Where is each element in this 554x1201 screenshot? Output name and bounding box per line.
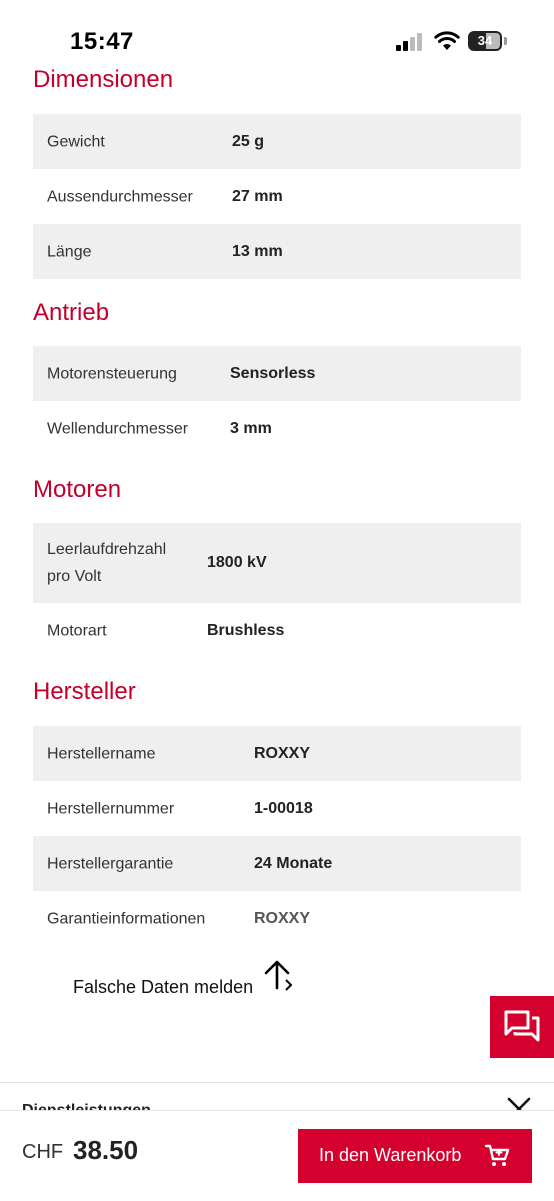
row-value: 1800 kV xyxy=(207,554,267,571)
drive-table xyxy=(33,346,521,456)
price-currency: CHF xyxy=(22,1141,64,1163)
row-value: 24 Monate xyxy=(254,854,333,872)
row-label: Herstellergarantie xyxy=(47,855,174,872)
dimensions-table xyxy=(33,114,521,279)
motors-table xyxy=(33,523,521,658)
row-label: Aussendurchmesser xyxy=(47,188,193,205)
table-row xyxy=(33,114,521,169)
report-wrong-data-link[interactable]: Falsche Daten melden xyxy=(73,977,254,997)
chevron-right-icon xyxy=(286,980,291,990)
section-title-manufacturer: Hersteller xyxy=(33,678,136,705)
table-row xyxy=(33,401,521,456)
cart-icon xyxy=(484,1143,510,1169)
battery-icon xyxy=(468,31,502,51)
arrow-up-icon[interactable] xyxy=(262,958,296,998)
row-label: Gewicht xyxy=(47,133,105,150)
row-value: 27 mm xyxy=(232,187,283,205)
table-row xyxy=(33,169,521,224)
table-row xyxy=(33,836,521,891)
row-label: Garantieinformationen xyxy=(47,910,206,927)
row-value: ROXXY xyxy=(254,744,311,762)
row-value: 1-00018 xyxy=(254,799,313,817)
row-value: Sensorless xyxy=(230,364,316,382)
table-row xyxy=(33,224,521,279)
table-row xyxy=(33,891,521,946)
row-value: Brushless xyxy=(207,621,285,639)
table-row xyxy=(33,726,521,781)
row-value: 13 mm xyxy=(232,242,283,260)
purchase-bar xyxy=(0,1110,554,1201)
chat-button[interactable] xyxy=(490,996,554,1058)
row-label: Motorart xyxy=(47,622,107,639)
spec-content[interactable] xyxy=(0,66,554,1110)
row-value: 3 mm xyxy=(230,419,272,437)
row-label: Länge xyxy=(47,243,92,260)
row-label: Herstellernummer xyxy=(47,800,175,817)
section-title-drive: Antrieb xyxy=(33,299,110,326)
table-row xyxy=(33,346,521,401)
section-divider xyxy=(0,1082,554,1083)
row-label: Motorensteuerung xyxy=(47,365,177,382)
row-label: Leerlaufdrehzahl pro Volt xyxy=(47,541,167,585)
product-price: 38.50 xyxy=(73,1135,139,1165)
cellular-signal-icon xyxy=(396,33,424,51)
warranty-info-link[interactable]: ROXXY xyxy=(254,909,311,927)
manufacturer-table xyxy=(33,726,521,946)
battery-level: 34 xyxy=(477,33,493,48)
row-label: Herstellername xyxy=(47,745,156,762)
add-to-cart-button[interactable] xyxy=(298,1129,532,1183)
table-row xyxy=(33,603,521,658)
section-title-motors: Motoren xyxy=(33,476,122,503)
wifi-icon xyxy=(434,30,460,52)
row-label: Wellendurchmesser xyxy=(47,420,189,437)
section-title-dimensions: Dimensionen xyxy=(33,66,174,93)
table-row xyxy=(33,781,521,836)
table-row xyxy=(33,523,521,603)
row-value: 25 g xyxy=(232,132,265,150)
chat-icon xyxy=(504,1010,540,1044)
status-time: 15:47 xyxy=(70,28,134,55)
add-to-cart-label: In den Warenkorb xyxy=(319,1145,462,1165)
